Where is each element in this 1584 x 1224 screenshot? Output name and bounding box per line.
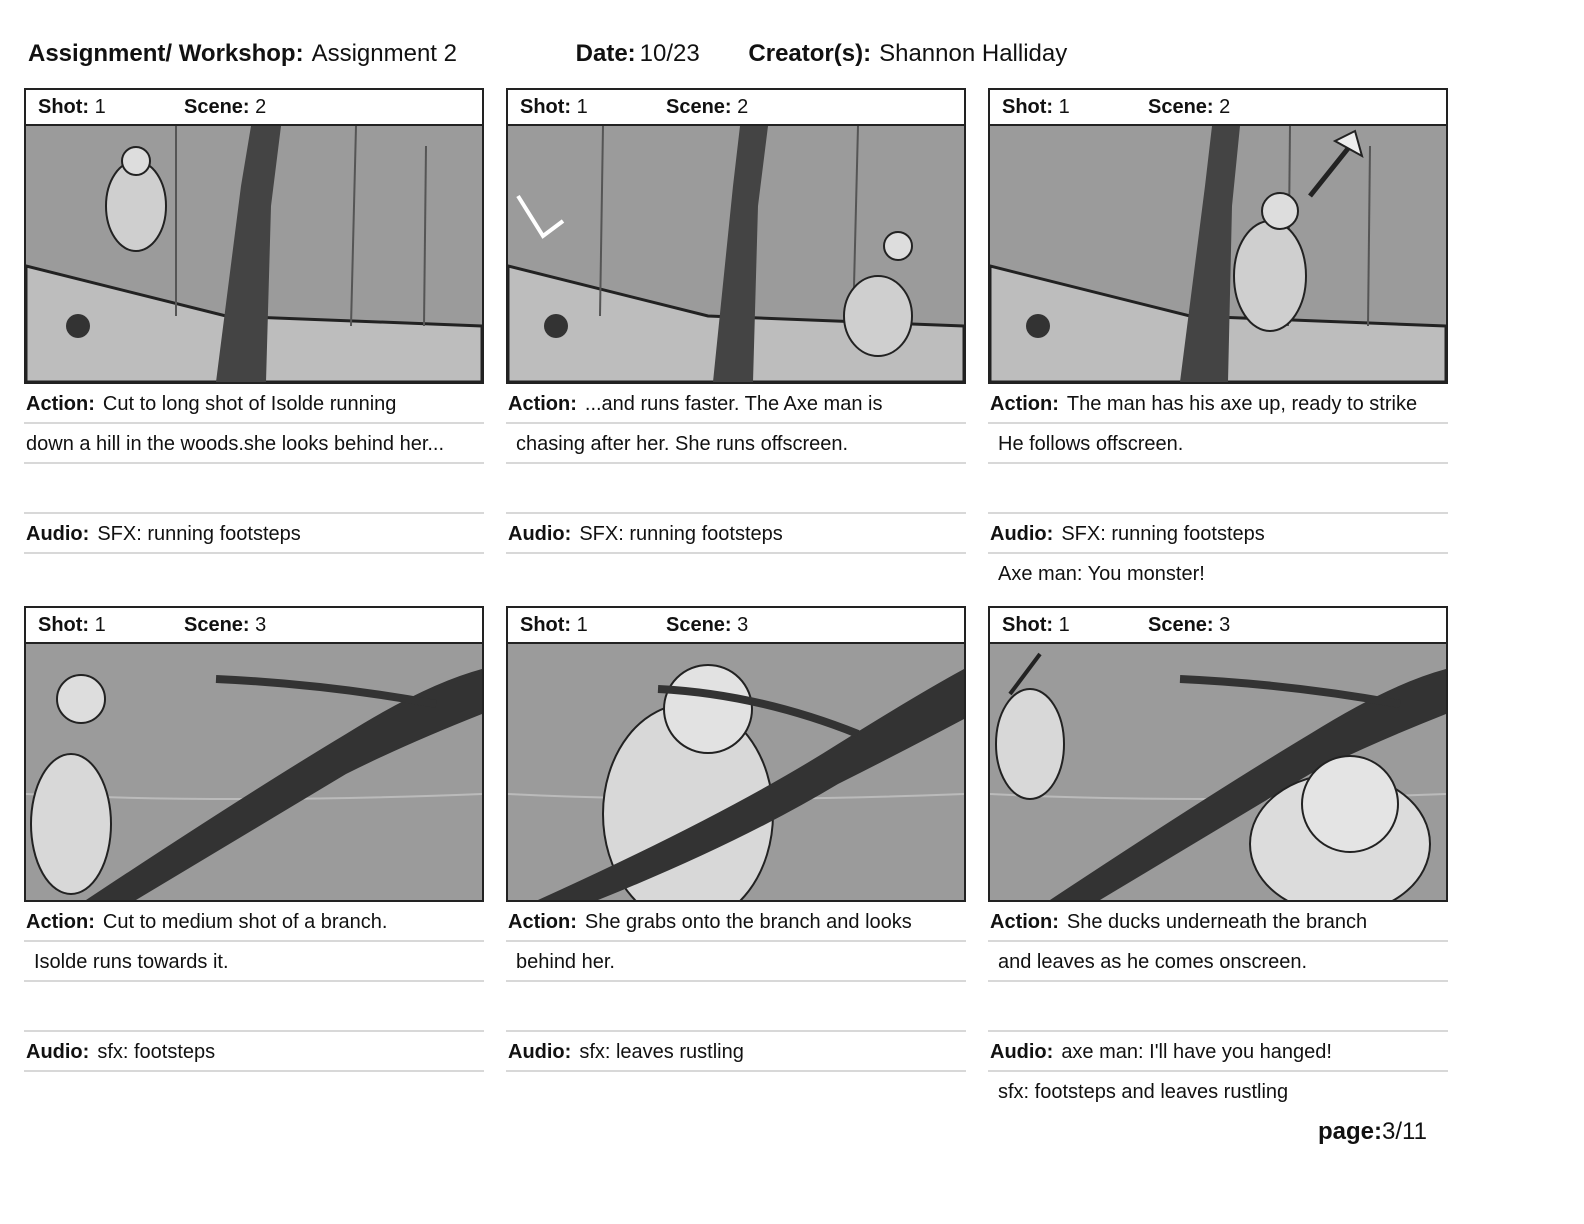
audio-text: sfx: leaves rustling [579,1041,744,1063]
action-label: Action: [990,911,1059,933]
audio-label: Audio: [508,523,572,545]
panel-header [988,606,1448,644]
action-line-2 [24,942,484,982]
action-line [506,384,966,424]
date-value: 10/23 [639,40,700,67]
panel-header [24,88,484,126]
action-text: Cut to long shot of Isolde running [102,393,397,415]
scene-value: 2 [737,95,749,118]
action-line [988,384,1448,424]
action-text-2: and leaves as he comes onscreen. [998,951,1308,973]
action-text-2: down a hill in the woods.she looks behind her... [26,433,445,455]
audio-line [24,514,484,554]
storyboard-panel [506,606,966,1112]
action-line-2 [988,424,1448,464]
shot-value: 1 [576,95,588,118]
page-value: 3/11 [1382,1118,1427,1145]
scene-value: 3 [737,613,749,636]
audio-line-2 [988,554,1448,594]
action-label: Action: [26,393,95,415]
audio-line-2 [24,554,484,594]
action-line [988,902,1448,942]
audio-text: sfx: footsteps [97,1041,216,1063]
action-line [506,902,966,942]
scene-value: 2 [255,95,267,118]
sketch-frame [988,126,1448,384]
action-line-2 [506,942,966,982]
action-text-2: Isolde runs towards it. [34,951,229,973]
shot-label: Shot: [1002,95,1054,118]
shot-label: Shot: [1002,613,1054,636]
assignment-label: Assignment/ Workshop: [28,40,304,67]
storyboard-panel [506,88,966,594]
action-text: She ducks underneath the branch [1066,911,1368,933]
blank-line [506,464,966,514]
action-line [24,902,484,942]
scene-label: Scene: [666,613,732,636]
audio-label: Audio: [508,1041,572,1063]
sketch-frame [988,644,1448,902]
sketch-frame [24,126,484,384]
shot-value: 1 [94,95,106,118]
action-text: She grabs onto the branch and looks [584,911,912,933]
action-text-2: behind her. [516,951,615,973]
blank-line [24,982,484,1032]
sketch-frame [24,644,484,902]
panel-header [24,606,484,644]
action-line [24,384,484,424]
action-label: Action: [990,393,1059,415]
audio-line [506,1032,966,1072]
assignment-value: Assignment 2 [311,40,457,67]
audio-label: Audio: [26,1041,90,1063]
panel-header [988,88,1448,126]
shot-value: 1 [94,613,106,636]
panel-header [506,88,966,126]
audio-text-2: sfx: footsteps and leaves rustling [998,1081,1289,1103]
shot-value: 1 [1058,613,1070,636]
scene-label: Scene: [184,613,250,636]
date-label: Date: [575,40,636,67]
sketch-frame [506,126,966,384]
action-label: Action: [508,393,577,415]
audio-text: SFX: running footsteps [579,523,783,545]
sketch-frame [506,644,966,902]
scene-label: Scene: [1148,95,1214,118]
blank-line [988,982,1448,1032]
panel-header [506,606,966,644]
action-label: Action: [508,911,577,933]
audio-text: SFX: running footsteps [1061,523,1265,545]
audio-line-2 [988,1072,1448,1112]
audio-line-2 [506,1072,966,1112]
storyboard-panel [988,88,1448,594]
audio-line-2 [24,1072,484,1112]
storyboard-panel [24,88,484,594]
storyboard-panel [988,606,1448,1112]
scene-label: Scene: [184,95,250,118]
action-line-2 [988,942,1448,982]
blank-line [988,464,1448,514]
branch-sketch [508,644,964,900]
audio-label: Audio: [990,523,1054,545]
audio-label: Audio: [990,1041,1054,1063]
audio-text: axe man: I'll have you hanged! [1061,1041,1332,1063]
page-number [1318,1118,1427,1146]
action-text: The man has his axe up, ready to strike [1066,393,1418,415]
audio-label: Audio: [26,523,90,545]
forest-sketch [990,126,1446,382]
storyboard-panel [24,606,484,1112]
scene-label: Scene: [1148,613,1214,636]
action-text-2: He follows offscreen. [998,433,1184,455]
shot-value: 1 [1058,95,1070,118]
shot-label: Shot: [38,613,90,636]
action-line-2 [506,424,966,464]
creator-label: Creator(s): [748,40,872,67]
blank-line [506,982,966,1032]
creator-value: Shannon Halliday [879,40,1068,67]
forest-sketch [508,126,964,382]
shot-label: Shot: [520,613,572,636]
header [28,40,1067,68]
audio-text: SFX: running footsteps [97,523,301,545]
forest-sketch [26,126,482,382]
action-text: ...and runs faster. The Axe man is [584,393,883,415]
audio-line [506,514,966,554]
branch-sketch [990,644,1446,900]
shot-label: Shot: [520,95,572,118]
audio-line [988,514,1448,554]
branch-sketch [26,644,482,900]
action-label: Action: [26,911,95,933]
audio-line-2 [506,554,966,594]
scene-value: 2 [1219,95,1231,118]
scene-value: 3 [255,613,267,636]
audio-line [24,1032,484,1072]
action-text-2: chasing after her. She runs offscreen. [516,433,849,455]
action-text: Cut to medium shot of a branch. [102,911,388,933]
blank-line [24,464,484,514]
shot-label: Shot: [38,95,90,118]
scene-label: Scene: [666,95,732,118]
audio-text-2: Axe man: You monster! [998,563,1205,585]
audio-line [988,1032,1448,1072]
page-label: page: [1318,1118,1383,1145]
action-line-2 [24,424,484,464]
scene-value: 3 [1219,613,1231,636]
shot-value: 1 [576,613,588,636]
